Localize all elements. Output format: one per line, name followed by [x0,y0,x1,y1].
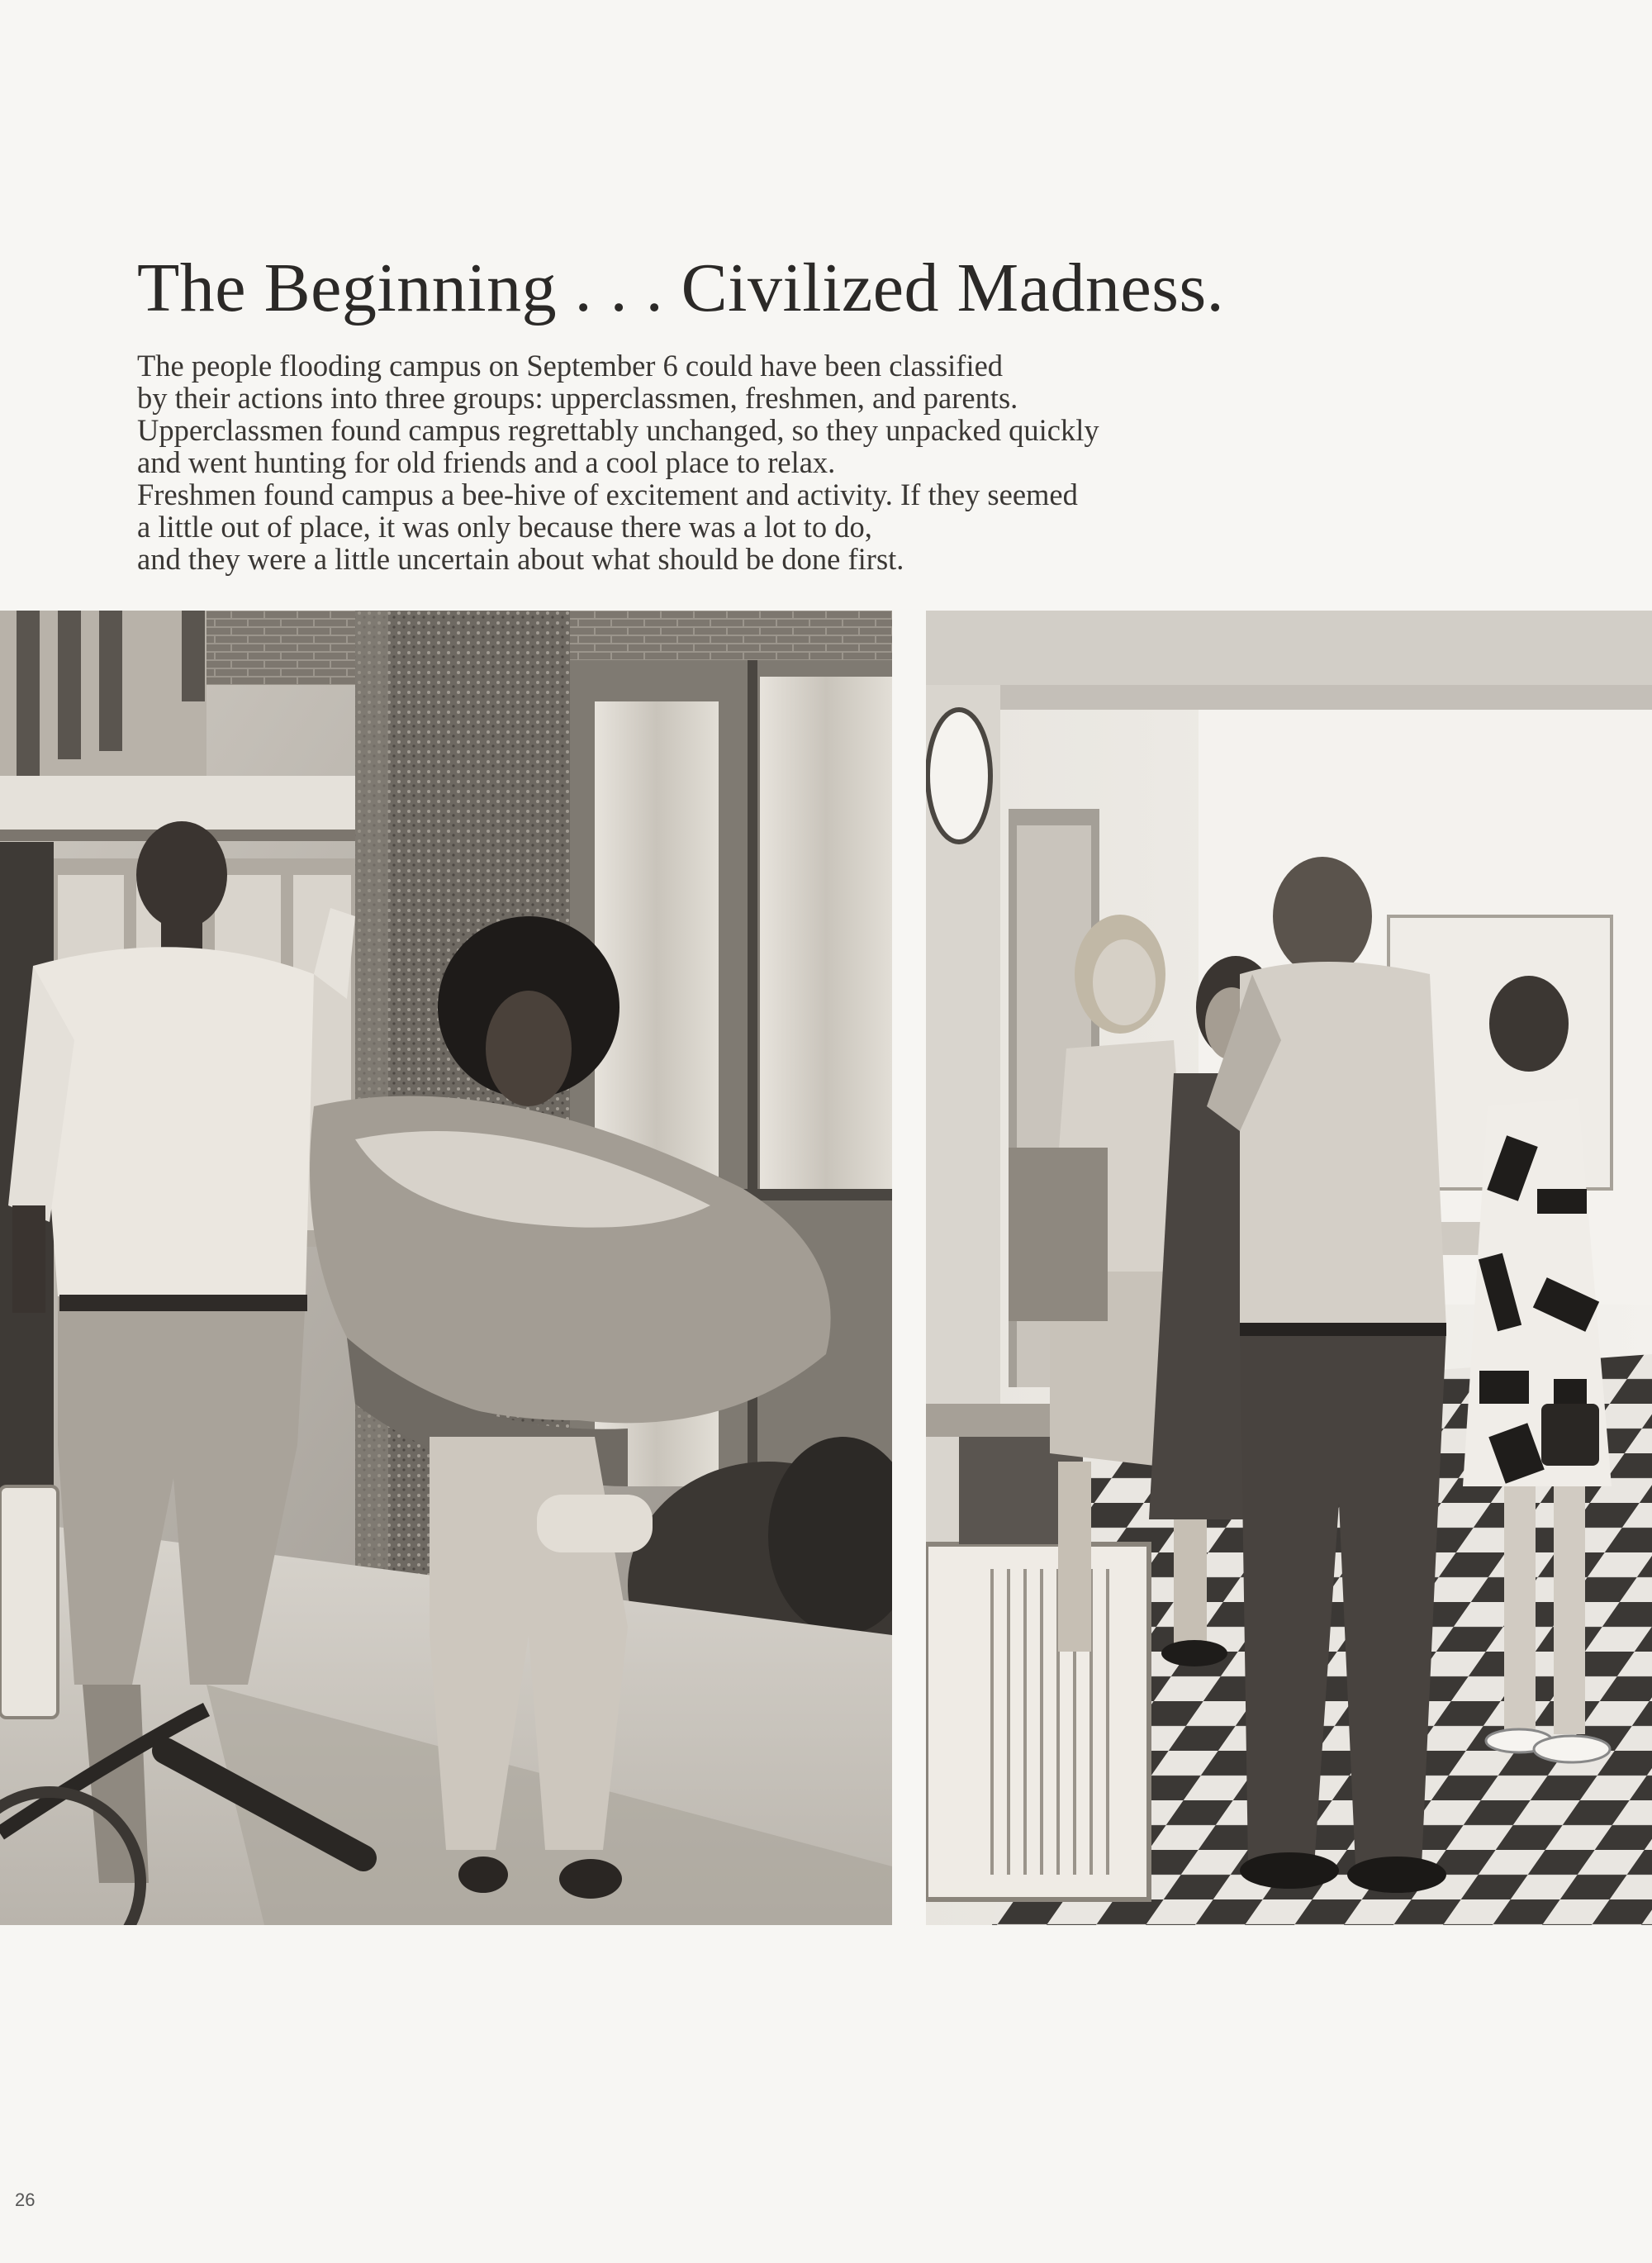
page-title: The Beginning . . . Civilized Madness. [137,250,1225,326]
body-line: and they were a little uncertain about what should be done first. [137,542,904,576]
body-line: The people flooding campus on September 6 could have been classified [137,349,1004,383]
dorm-lobby-photo-right [926,611,1652,1925]
intro-paragraph [137,349,1310,575]
body-line: Upperclassmen found campus regrettably unchanged, so they unpacked quickly [137,413,1099,447]
body-line: a little out of place, it was only because there was a lot to do, [137,510,872,544]
body-line: by their actions into three groups: upperclassmen, freshmen, and parents. [137,381,1018,415]
body-line: and went hunting for old friends and a cool place to relax. [137,445,836,479]
body-line: Freshmen found campus a bee-hive of excitement and activity. If they seemed [137,478,1078,511]
dorm-lobby-photo-right-image [926,611,1652,1925]
page-number: 26 [15,2189,36,2210]
move-in-photo-left-image [0,611,892,1925]
move-in-photo-left [0,611,892,1925]
